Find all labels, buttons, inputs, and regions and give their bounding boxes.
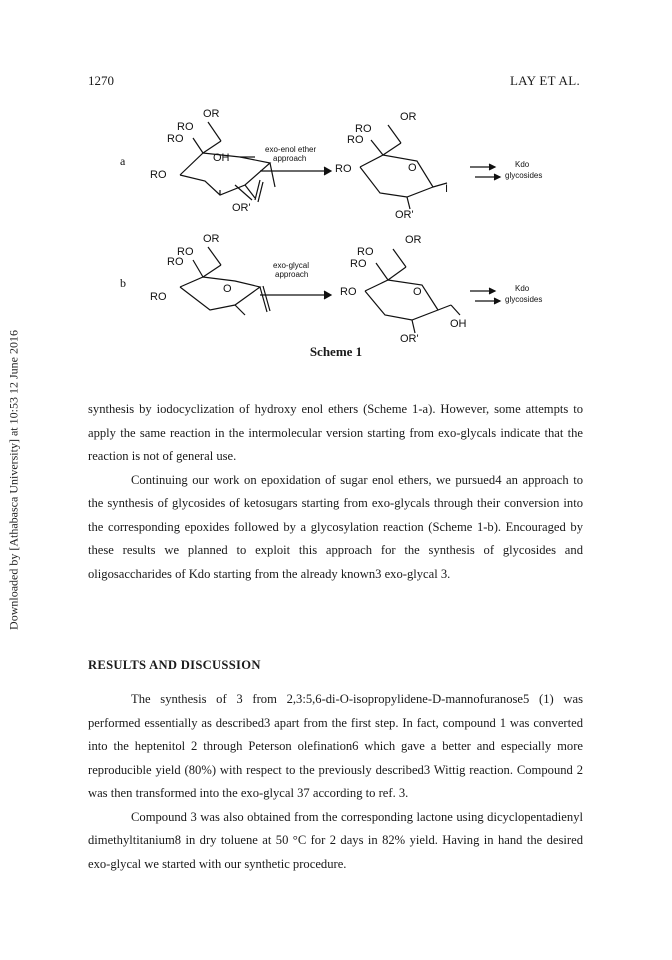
paragraph-2: Continuing our work on epoxidation of sugar enol ethers, we pursued4 an approach to the synthesis of glycosides of ketosugars starting from exo-glycals through their conversion into the corresponding epoxides followed by a glycosylation reaction (Scheme 1-b). Encouraged by these results we planned to exploit this approach for the synthesis of glycosides and oligosaccharides of Kdo starting from the already known3 exo-glycal 3. (88, 472, 583, 581)
svg-text:RO: RO (177, 121, 194, 133)
arrow-b-label-1: exo-glycal (273, 261, 310, 270)
svg-text:OH: OH (450, 318, 467, 330)
scheme-1-figure (95, 105, 595, 365)
svg-text:OR: OR (405, 234, 422, 246)
svg-text:I: I (445, 183, 449, 195)
product-b-kdo: Kdo (515, 284, 530, 293)
svg-text:RO: RO (177, 246, 194, 258)
svg-text:OR': OR' (232, 202, 251, 214)
download-watermark (4, 310, 24, 650)
product-b-glycosides: glycosides (505, 295, 543, 304)
arrow-a-label-2: approach (273, 154, 307, 163)
svg-text:O: O (408, 162, 417, 174)
page-number: 1270 (88, 73, 114, 88)
product-a-glycosides: glycosides (505, 171, 543, 180)
paragraph-3: The synthesis of 3 from 2,3:5,6-di-O-isopropylidene-D-mannofuranose5 (1) was performed essentially as described3 apart from the first step. In fact, compound 1 was converted into the heptenitol 2 through Peterson olefination6 which gave a better and especially more reproducible yield (80%) with respect to the previously described3 Wittig reaction. Compound 2 was then transformed into the exo-glycal 37 according to ref. 3. (88, 692, 583, 800)
svg-text:OR: OR (203, 233, 220, 245)
svg-text:OR': OR' (395, 209, 414, 221)
running-head-authors: LAY ET AL. (509, 73, 580, 88)
structure-b-product (340, 234, 467, 345)
paragraph-1: synthesis by iodocyclization of hydroxy enol ethers (Scheme 1-a). However, some attempts to apply the same reaction in the intermolecular version starting from exo-glycals indicate that the reaction is not of general use. (88, 402, 583, 463)
arrow-b-label-2: approach (275, 270, 309, 279)
scheme-caption: Scheme 1 (309, 344, 363, 359)
structure-a-product (335, 111, 448, 221)
svg-text:RO: RO (167, 133, 184, 145)
svg-text:OR: OR (400, 111, 417, 123)
svg-text:RO: RO (350, 258, 367, 270)
body-text-lower (88, 688, 583, 876)
svg-text:RO: RO (150, 169, 167, 181)
download-watermark-text: Downloaded by [Athabasca University] at 10:53 12 June 2016 (6, 330, 21, 630)
svg-text:RO: RO (357, 246, 374, 258)
svg-text:RO: RO (167, 256, 184, 268)
svg-text:O: O (223, 283, 232, 295)
svg-text:RO: RO (347, 134, 364, 146)
svg-text:OH: OH (213, 152, 230, 164)
svg-text:RO: RO (335, 163, 352, 175)
section-heading: RESULTS AND DISCUSSION (88, 658, 261, 672)
body-text-upper (88, 398, 583, 586)
row-label-b: b (120, 276, 126, 290)
product-a-kdo: Kdo (515, 160, 530, 169)
structure-b-start (150, 233, 270, 315)
arrow-a-label-1: exo-enol ether (265, 145, 317, 154)
svg-text:OR': OR' (400, 333, 419, 345)
svg-text:OR: OR (203, 108, 220, 120)
svg-text:RO: RO (150, 291, 167, 303)
structure-a-start (150, 108, 275, 214)
paragraph-4: Compound 3 was also obtained from the corresponding lactone using dicyclopentadienyl dimethyltitanium8 in dry toluene at 50 °C for 2 days in 82% yield. Having in hand the desired exo-glycal we started with our synthetic procedure. (88, 809, 583, 871)
svg-text:RO: RO (355, 123, 372, 135)
row-label-a: a (120, 154, 126, 168)
svg-text:O: O (413, 286, 422, 298)
svg-text:RO: RO (340, 286, 357, 298)
